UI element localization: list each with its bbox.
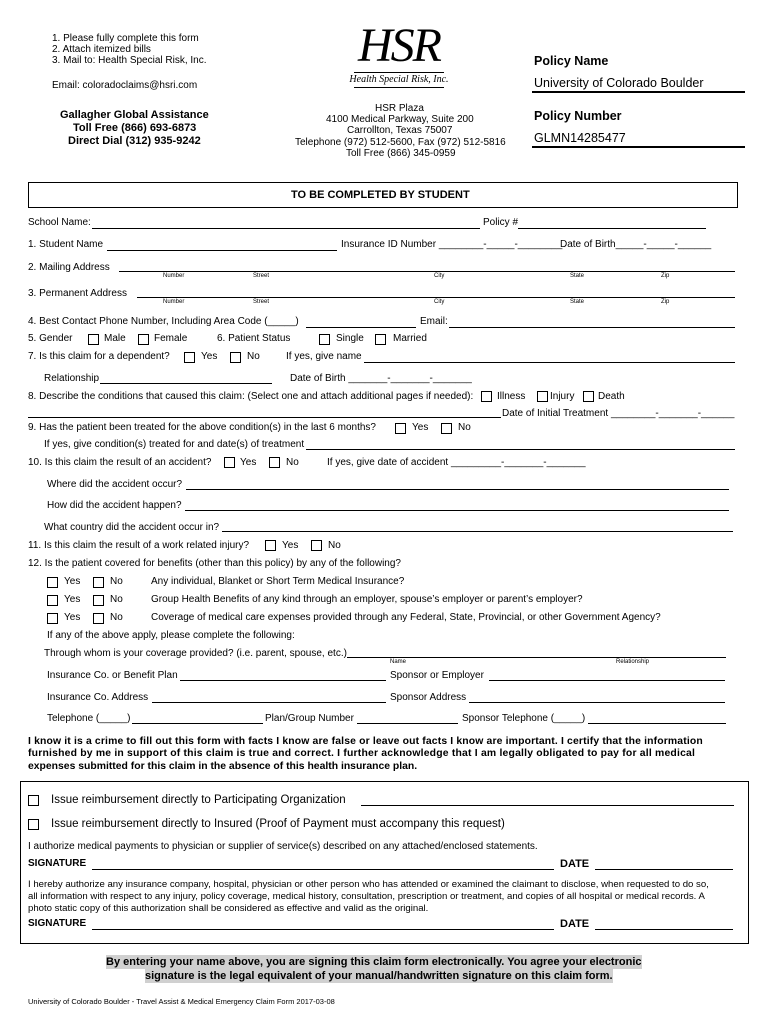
assistance-name: Gallagher Global Assistance [60, 109, 209, 121]
certification-line-2: furnished by me in support of this claim is true and correct. I further acknowledge that I am legally obligated to pay for all medical [28, 748, 696, 759]
permanent-sub-zip: Zip [661, 299, 670, 305]
how-accident-label: How did the accident happen? [47, 500, 182, 511]
dependent-yes-checkbox[interactable] [184, 352, 195, 363]
reimb-ins-label: Issue reimbursement directly to Insured (Proof of Payment must accompany this request) [51, 818, 505, 830]
cov1-no-label: No [110, 576, 123, 587]
signature-label-1: SIGNATURE [28, 858, 87, 869]
sponsor-telephone-field[interactable] [588, 723, 726, 724]
cov3-yes-label: Yes [64, 612, 81, 623]
work-yes-checkbox[interactable] [265, 540, 276, 551]
cov1-no-checkbox[interactable] [93, 577, 104, 588]
assistance-direct-dial: Direct Dial (312) 935-9242 [68, 135, 201, 147]
married-checkbox[interactable] [375, 334, 386, 345]
single-label: Single [336, 333, 364, 344]
patient-status-label: 6. Patient Status [217, 333, 291, 344]
email-field[interactable] [449, 327, 735, 328]
dependent-no-checkbox[interactable] [230, 352, 241, 363]
insurance-co-label: Insurance Co. or Benefit Plan [47, 670, 178, 681]
permanent-sub-city: City [434, 299, 445, 305]
relationship-label: Relationship [44, 373, 100, 384]
insurance-id-label: Insurance ID Number ________-_____-________ [341, 239, 563, 250]
permanent-address-field[interactable] [137, 297, 735, 298]
male-label: Male [104, 333, 126, 344]
sponsor-employer-field[interactable] [489, 680, 725, 681]
policy-number-underline [532, 146, 745, 148]
address-line-1: HSR Plaza [375, 103, 424, 114]
plan-group-field[interactable] [357, 723, 458, 724]
phone-label: 4. Best Contact Phone Number, Including Area Code (_____) [28, 316, 299, 327]
treated-yes-checkbox[interactable] [395, 423, 406, 434]
mailing-sub-state: State [570, 273, 585, 279]
electronic-notice-line-1: By entering your name above, you are signing this claim form electronically. You agree your electronic [106, 956, 642, 968]
sponsor-employer-label: Sponsor or Employer [390, 670, 484, 681]
dependent-no-label: No [247, 351, 260, 362]
date-label-2: DATE [560, 918, 590, 930]
mailing-sub-street: Street [253, 273, 270, 279]
female-label: Female [154, 333, 188, 344]
if-any-apply-label: If any of the above apply, please complete the following: [47, 630, 295, 641]
treated-details-label: If yes, give condition(s) treated for and date(s) of treatment [44, 439, 305, 450]
address-line-3: Carrollton, Texas 75007 [347, 125, 453, 136]
cov3-no-label: No [110, 612, 123, 623]
through-whom-sub-relationship: Relationship [616, 659, 650, 665]
date-label-1: DATE [560, 858, 590, 870]
illness-checkbox[interactable] [481, 391, 492, 402]
policy-name-value[interactable]: University of Colorado Boulder [534, 76, 704, 90]
claims-email: Email: coloradoclaims@hsri.com [52, 80, 198, 91]
footer-text: University of Colorado Boulder - Travel Assist & Medical Emergency Claim Form 2017-03-08 [28, 997, 335, 1006]
gender-label: 5. Gender [28, 333, 73, 344]
through-whom-label: Through whom is your coverage provided? (i.e. parent, spouse, etc.) [44, 648, 347, 659]
accident-yes-label: Yes [240, 457, 257, 468]
insurance-co-field[interactable] [180, 680, 386, 681]
treated-no-label: No [458, 422, 471, 433]
illness-label: Illness [497, 391, 526, 402]
electronic-notice-line-2: signature is the legal equivalent of your manual/handwritten signature on this claim form. [145, 970, 613, 982]
policy-number-label: Policy Number [534, 109, 622, 123]
initial-treatment-label: Date of Initial Treatment ________-_______-______ [502, 408, 735, 419]
authorize-info-line-3: photo static copy of this authorization shall be considered as effective and valid as the original. [28, 903, 429, 914]
instruction-2: 2. Attach itemized bills [52, 44, 151, 55]
treated-no-checkbox[interactable] [441, 423, 452, 434]
treated-details-field[interactable] [306, 449, 735, 450]
telephone-field[interactable] [132, 723, 263, 724]
insurance-address-field[interactable] [152, 702, 386, 703]
section-title: TO BE COMPLETED BY STUDENT [291, 189, 470, 201]
insurance-address-label: Insurance Co. Address [47, 692, 149, 703]
address-line-5: Toll Free (866) 345-0959 [346, 148, 456, 159]
relationship-field[interactable] [100, 383, 272, 384]
cov2-no-label: No [110, 594, 123, 605]
country-accident-field[interactable] [222, 531, 733, 532]
cov1-yes-checkbox[interactable] [47, 577, 58, 588]
phone-field[interactable] [306, 327, 416, 328]
work-no-checkbox[interactable] [311, 540, 322, 551]
cov2-text: Group Health Benefits of any kind through an employer, spouse’s employer or parent’s employer? [151, 594, 583, 605]
male-checkbox[interactable] [88, 334, 99, 345]
policy-number-field[interactable] [518, 228, 706, 229]
signature-label-2: SIGNATURE [28, 918, 87, 929]
accident-no-label: No [286, 457, 299, 468]
signature-field-1[interactable] [92, 869, 554, 870]
permanent-sub-number: Number [163, 299, 185, 305]
single-checkbox[interactable] [319, 334, 330, 345]
reimb-org-checkbox[interactable] [28, 795, 39, 806]
dependent-name-field[interactable] [364, 362, 735, 363]
authorize-info-line-2: all information with respect to any injury, policy coverage, medical history, consultation, prescription or treatment, and copies of all hospital or medical records. A [28, 891, 705, 902]
mailing-address-label: 2. Mailing Address [28, 262, 110, 273]
instruction-1: 1. Please fully complete this form [52, 33, 199, 44]
date-field-1[interactable] [595, 869, 733, 870]
injury-label: Injury [550, 391, 575, 402]
reimb-org-field[interactable] [361, 805, 734, 806]
assistance-toll-free: Toll Free (866) 693-6873 [73, 122, 197, 134]
death-label: Death [598, 391, 625, 402]
mailing-sub-zip: Zip [661, 273, 670, 279]
hsr-logo [346, 19, 452, 92]
authorize-medical-text: I authorize medical payments to physician or supplier of service(s) described on any attached/enclosed statements. [28, 841, 538, 852]
accident-label: 10. Is this claim the result of an accident? [28, 457, 212, 468]
student-name-label: 1. Student Name [28, 239, 104, 250]
telephone-label: Telephone (_____) [47, 713, 131, 724]
work-no-label: No [328, 540, 341, 551]
dependent-dob-label: Date of Birth _______-_______-_______ [290, 373, 472, 384]
cov1-text: Any individual, Blanket or Short Term Medical Insurance? [151, 576, 405, 587]
through-whom-sub-name: Name [390, 659, 407, 665]
address-line-4: Telephone (972) 512-5600, Fax (972) 512-5816 [295, 137, 506, 148]
accident-date-label: If yes, give date of accident _________-_______-_______ [327, 457, 586, 468]
plan-group-label: Plan/Group Number [265, 713, 354, 724]
policy-name-underline [532, 91, 745, 93]
sponsor-address-label: Sponsor Address [390, 692, 467, 703]
dependent-name-label: If yes, give name [286, 351, 362, 362]
student-name-field[interactable] [107, 250, 337, 251]
where-accident-label: Where did the accident occur? [47, 479, 183, 490]
how-accident-field[interactable] [185, 510, 729, 511]
reimb-org-label: Issue reimbursement directly to Participating Organization [51, 794, 346, 806]
school-name-field[interactable] [92, 228, 480, 229]
date-field-2[interactable] [595, 929, 733, 930]
injury-checkbox[interactable] [537, 391, 548, 402]
permanent-sub-street: Street [253, 299, 270, 305]
conditions-field[interactable] [28, 417, 501, 418]
address-line-2: 4100 Medical Parkway, Suite 200 [326, 114, 474, 125]
cov3-no-checkbox[interactable] [93, 613, 104, 624]
treated-label: 9. Has the patient been treated for the above condition(s) in the last 6 months? [28, 422, 376, 433]
cov2-no-checkbox[interactable] [93, 595, 104, 606]
sponsor-telephone-label: Sponsor Telephone (_____) [462, 713, 586, 724]
treated-yes-label: Yes [412, 422, 429, 433]
cov1-yes-label: Yes [64, 576, 81, 587]
cov3-text: Coverage of medical care expenses provided through any Federal, State, Provincial, or other Government Agency? [151, 612, 661, 623]
reimb-ins-checkbox[interactable] [28, 819, 39, 830]
married-label: Married [393, 333, 427, 344]
female-checkbox[interactable] [138, 334, 149, 345]
death-checkbox[interactable] [583, 391, 594, 402]
work-yes-label: Yes [282, 540, 299, 551]
authorize-info-line-1: I hereby authorize any insurance company, hospital, physician or other person who has attended or examined the claimant to disclose, when requested to do so, [28, 879, 709, 890]
logo-subtext: Health Special Risk, Inc. [349, 74, 449, 85]
logo-text: HSR [358, 19, 440, 72]
country-accident-label: What country did the accident occur in? [44, 522, 220, 533]
through-whom-field[interactable] [347, 657, 726, 658]
policy-number-field-label: Policy # [483, 217, 519, 228]
sponsor-address-field[interactable] [469, 702, 725, 703]
school-name-label: School Name: [28, 217, 91, 228]
dependent-yes-label: Yes [201, 351, 218, 362]
mailing-sub-number: Number [163, 273, 185, 279]
certification-line-3: expenses submitted for this claim in the absence of this health insurance plan. [28, 761, 418, 772]
work-related-label: 11. Is this claim the result of a work related injury? [28, 540, 250, 551]
signature-field-2[interactable] [92, 929, 554, 930]
instruction-3: 3. Mail to: Health Special Risk, Inc. [52, 55, 207, 66]
where-accident-field[interactable] [186, 489, 729, 490]
date-of-birth-label: Date of Birth_____-_____-______ [560, 239, 712, 250]
certification-line-1: I know it is a crime to fill out this form with facts I know are false or leave out facts I know are important. I certify that the information [28, 736, 703, 747]
policy-number-value[interactable]: GLMN14285477 [534, 131, 626, 145]
mailing-sub-city: City [434, 273, 445, 279]
accident-yes-checkbox[interactable] [224, 457, 235, 468]
cov2-yes-checkbox[interactable] [47, 595, 58, 606]
permanent-sub-state: State [570, 299, 585, 305]
permanent-address-label: 3. Permanent Address [28, 288, 127, 299]
cov3-yes-checkbox[interactable] [47, 613, 58, 624]
cov2-yes-label: Yes [64, 594, 81, 605]
email-label: Email: [420, 316, 448, 327]
other-coverage-label: 12. Is the patient covered for benefits (other than this policy) by any of the following? [28, 558, 401, 569]
accident-no-checkbox[interactable] [269, 457, 280, 468]
mailing-address-field[interactable] [119, 271, 735, 272]
policy-name-label: Policy Name [534, 54, 609, 68]
dependent-label: 7. Is this claim for a dependent? [28, 351, 170, 362]
conditions-label: 8. Describe the conditions that caused this claim: (Select one and attach additional pages if needed): [28, 391, 474, 402]
